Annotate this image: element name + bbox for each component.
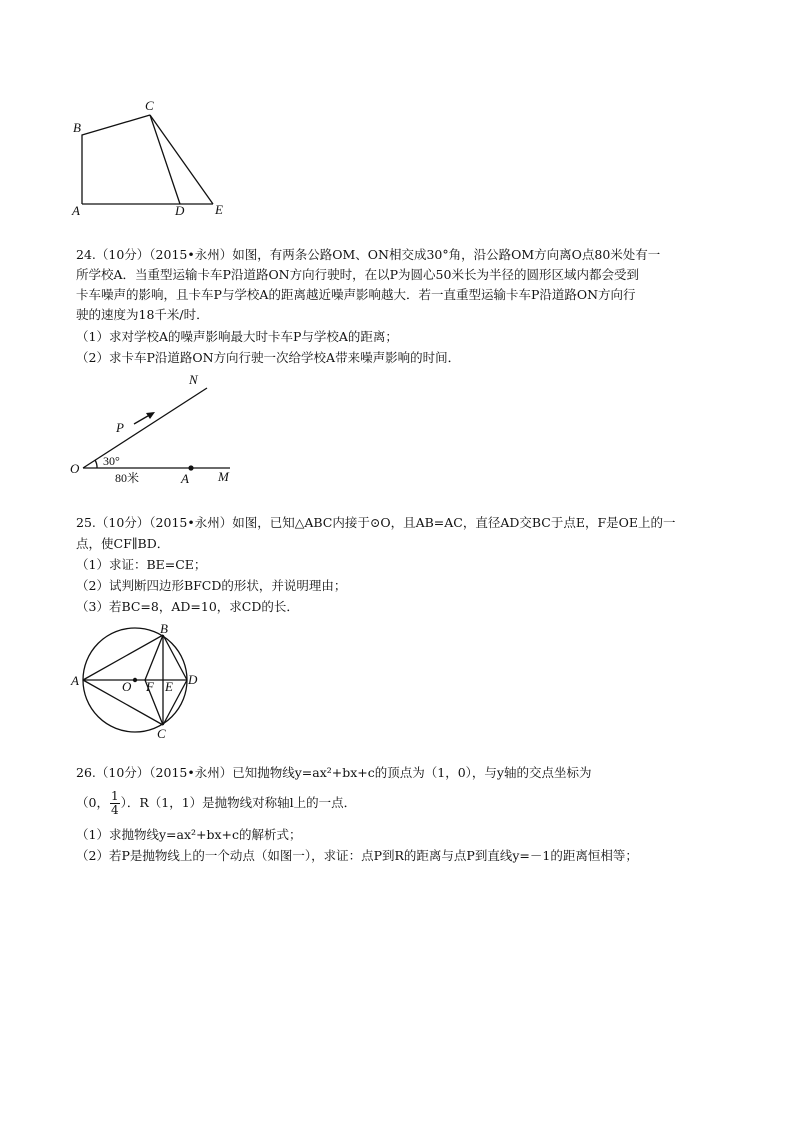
label-e: E [215,202,223,217]
q26-line-2-post: ）．R（1，1）是抛物线对称轴l上的一点． [120,795,357,810]
label-a: A [71,673,79,688]
q25-line-3: （1）求证：BE=CE； [76,557,207,572]
q24-line-3: 卡车噪声的影响，且卡车P与学校A的距离越近噪声影响越大．若一直重型运输卡车P沿道路ON方向行 [76,287,636,302]
fraction-one-quarter [110,790,120,817]
chord-ab [83,635,163,680]
q25-line-5: （3）若BC=8，AD=10，求CD的长． [76,599,299,614]
q25-line-1: 25.（10分）（2015•永州）如图，已知△ABC内接于⊙O，且AB=AC，直径AD交BC于点E，F是OE上的一 [76,515,676,530]
q24-line-1: 24.（10分）（2015•永州）如图，有两条公路OM、ON相交成30°角，沿公路OM方向离O点80米处有一 [76,247,661,262]
distance-label: 80米 [115,471,140,485]
q25-line-4: （2）试判断四边形BFCD的形状，并说明理由； [76,578,347,593]
arrow-head-icon [146,412,155,419]
side-ab-bc [82,115,150,204]
segment-bf [145,635,163,680]
q24-line-2: 所学校A．当重型运输卡车P沿道路ON方向行驶时，在以P为圆心50米长为半径的圆形区域内都会受到 [76,267,639,282]
label-a: A [72,203,80,218]
road-on [83,388,207,468]
label-o: O [70,461,80,476]
q26-line-2-pre: （0， [76,795,109,810]
label-b: B [160,621,168,636]
label-d: D [175,203,185,218]
label-n: N [189,372,198,387]
school-point [188,465,193,470]
q24-line-6: （2）求卡车P沿道路ON方向行驶一次给学校A带来噪声影响的时间． [76,350,461,365]
label-d: D [188,672,198,687]
fraction-denominator: 4 [110,803,119,817]
angle-label: 30° [103,454,120,468]
label-e: E [165,679,173,694]
label-m: M [218,469,229,484]
center-point [133,678,137,682]
label-c: C [157,726,166,741]
figure-quadrilateral [60,95,240,225]
figure-roads [65,370,255,490]
angle-arc [95,460,97,468]
q26-line-4: （2）若P是抛物线上的一个动点（如图一），求证：点P到R的距离与点P到直线y=－1的距离恒相等； [76,848,638,863]
label-p: P [116,420,124,435]
q25-line-2: 点，使CF∥BD． [76,536,170,551]
segment-cd [150,115,180,204]
label-c: C [145,98,154,113]
segment-bd [163,635,187,680]
fraction-numerator: 1 [110,789,119,803]
q26-line-1: 26.（10分）（2015•永州）已知抛物线y=ax²+bx+c的顶点为（1，0），与y轴的交点坐标为 [76,765,592,780]
label-b: B [73,120,81,135]
segment-ce [150,115,213,204]
label-o: O [122,679,132,694]
q24-line-4: 驶的速度为18千米/时． [76,307,209,322]
label-a-school: A [181,471,189,486]
q26-line-3: （1）求抛物线y=ax²+bx+c的解析式； [76,827,302,842]
q24-line-5: （1）求对学校A的噪声影响最大时卡车P与学校A的距离； [76,329,398,344]
label-f: F [146,679,154,694]
q26-line-2 [76,786,356,820]
figure-circle [65,620,215,740]
